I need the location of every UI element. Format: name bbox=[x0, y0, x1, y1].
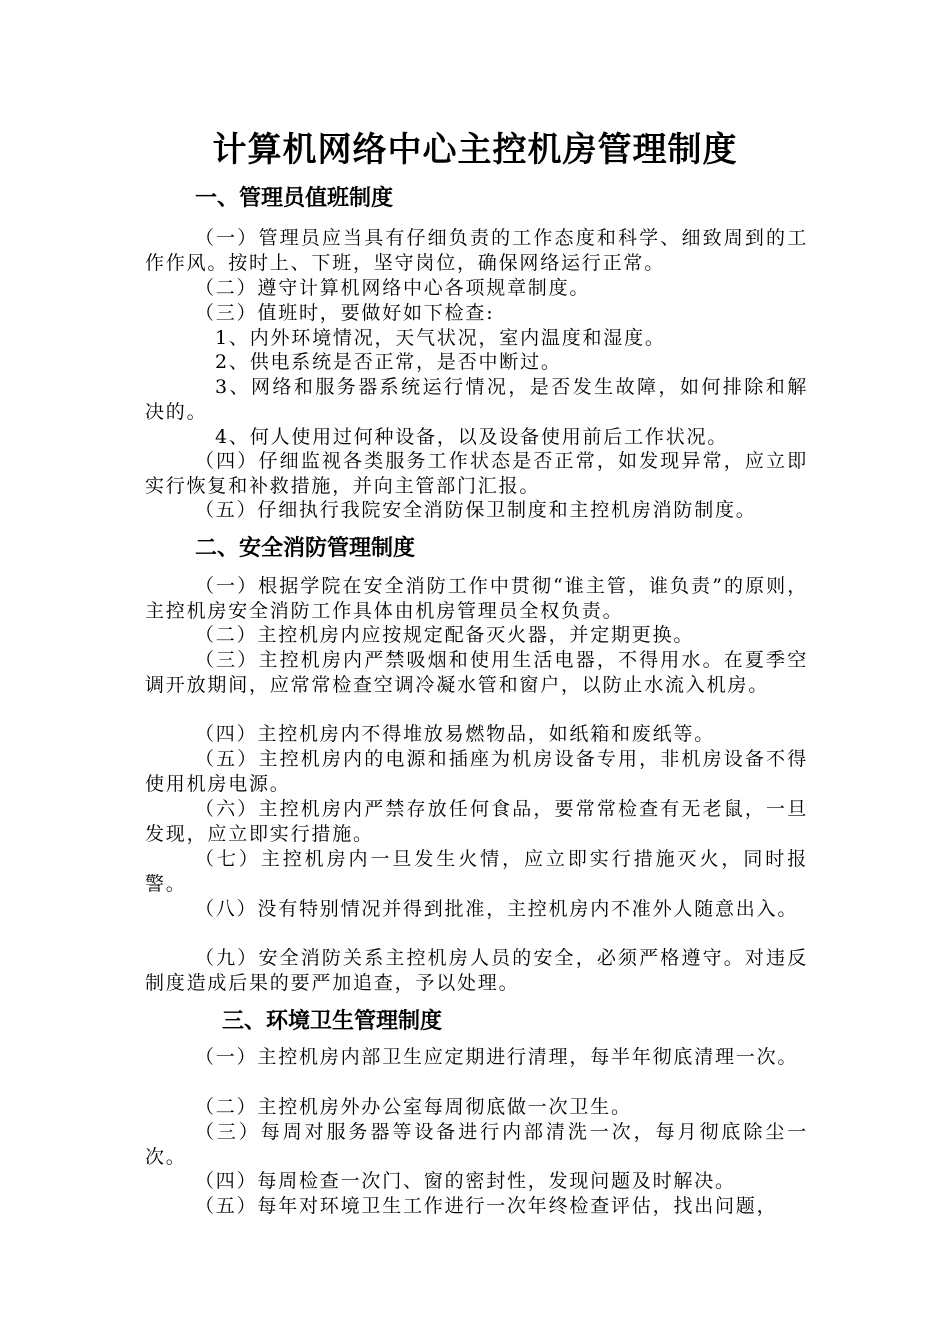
paragraph: （一）主控机房内部卫生应定期进行清理，每半年彻底清理一次。 bbox=[195, 1046, 799, 1068]
paragraph: （四）主控机房内不得堆放易燃物品，如纸箱和废纸等。 bbox=[195, 723, 716, 745]
paragraph: （三）每周对服务器等设备进行内部清洗一次，每月彻底除尘一次。 bbox=[145, 1121, 808, 1168]
paragraph: （九）安全消防关系主控机房人员的安全，必须严格遵守。对违反制度造成后果的要严加追查，予以处理。 bbox=[145, 947, 808, 994]
paragraph: （七）主控机房内一旦发生火情，应立即实行措施灭火，同时报警。 bbox=[145, 848, 808, 895]
section-heading-3: 三、环境卫生管理制度 bbox=[222, 1009, 443, 1034]
paragraph: （三）主控机房内严禁吸烟和使用生活电器，不得用水。在夏季空调开放期间，应常常检查空调冷凝水管和窗户，以防止水流入机房。 bbox=[145, 649, 808, 696]
paragraph: 2、供电系统是否正常，是否中断过。 bbox=[215, 351, 562, 373]
paragraph: （二）遵守计算机网络中心各项规章制度。 bbox=[195, 277, 591, 299]
paragraph: （二）主控机房外办公室每周彻底做一次卫生。 bbox=[195, 1096, 632, 1118]
paragraph: （五）主控机房内的电源和插座为机房设备专用，非机房设备不得使用机房电源。 bbox=[145, 748, 808, 795]
paragraph: （六）主控机房内严禁存放任何食品，要常常检查有无老鼠，一旦发现，应立即实行措施。 bbox=[145, 798, 808, 845]
section-heading-1: 一、管理员值班制度 bbox=[195, 186, 394, 211]
section-heading-2: 二、安全消防管理制度 bbox=[195, 536, 416, 561]
paragraph: （八）没有特别情况并得到批准，主控机房内不准外人随意出入。 bbox=[195, 898, 799, 920]
paragraph: 4、何人使用过何种设备，以及设备使用前后工作状况。 bbox=[215, 426, 729, 448]
paragraph: （五）仔细执行我院安全消防保卫制度和主控机房消防制度。 bbox=[195, 499, 757, 521]
document-title: 计算机网络中心主控机房管理制度 bbox=[212, 130, 738, 170]
paragraph: （一）根据学院在安全消防工作中贯彻“谁主管，谁负责”的原则，主控机房安全消防工作具体由机房管理员全权负责。 bbox=[145, 575, 808, 622]
paragraph: 1、内外环境情况，天气状况，室内温度和湿度。 bbox=[215, 327, 666, 349]
paragraph: （二）主控机房内应按规定配备灭火器，并定期更换。 bbox=[195, 624, 695, 646]
paragraph: （四）每周检查一次门、窗的密封性，发现问题及时解决。 bbox=[195, 1170, 736, 1192]
paragraph: 3、网络和服务器系统运行情况，是否发生故障，如何排除和解决的。 bbox=[145, 376, 808, 423]
paragraph: （四）仔细监视各类服务工作状态是否正常，如发现异常，应立即实行恢复和补救措施，并向主管部门汇报。 bbox=[145, 450, 808, 497]
paragraph: （五）每年对环境卫生工作进行一次年终检查评估，找出问题， bbox=[195, 1195, 778, 1217]
paragraph: （一）管理员应当具有仔细负责的工作态度和科学、细致周到的工作作风。按时上、下班，坚守岗位，确保网络运行正常。 bbox=[145, 227, 808, 274]
paragraph: （三）值班时，要做好如下检查: bbox=[195, 302, 495, 324]
